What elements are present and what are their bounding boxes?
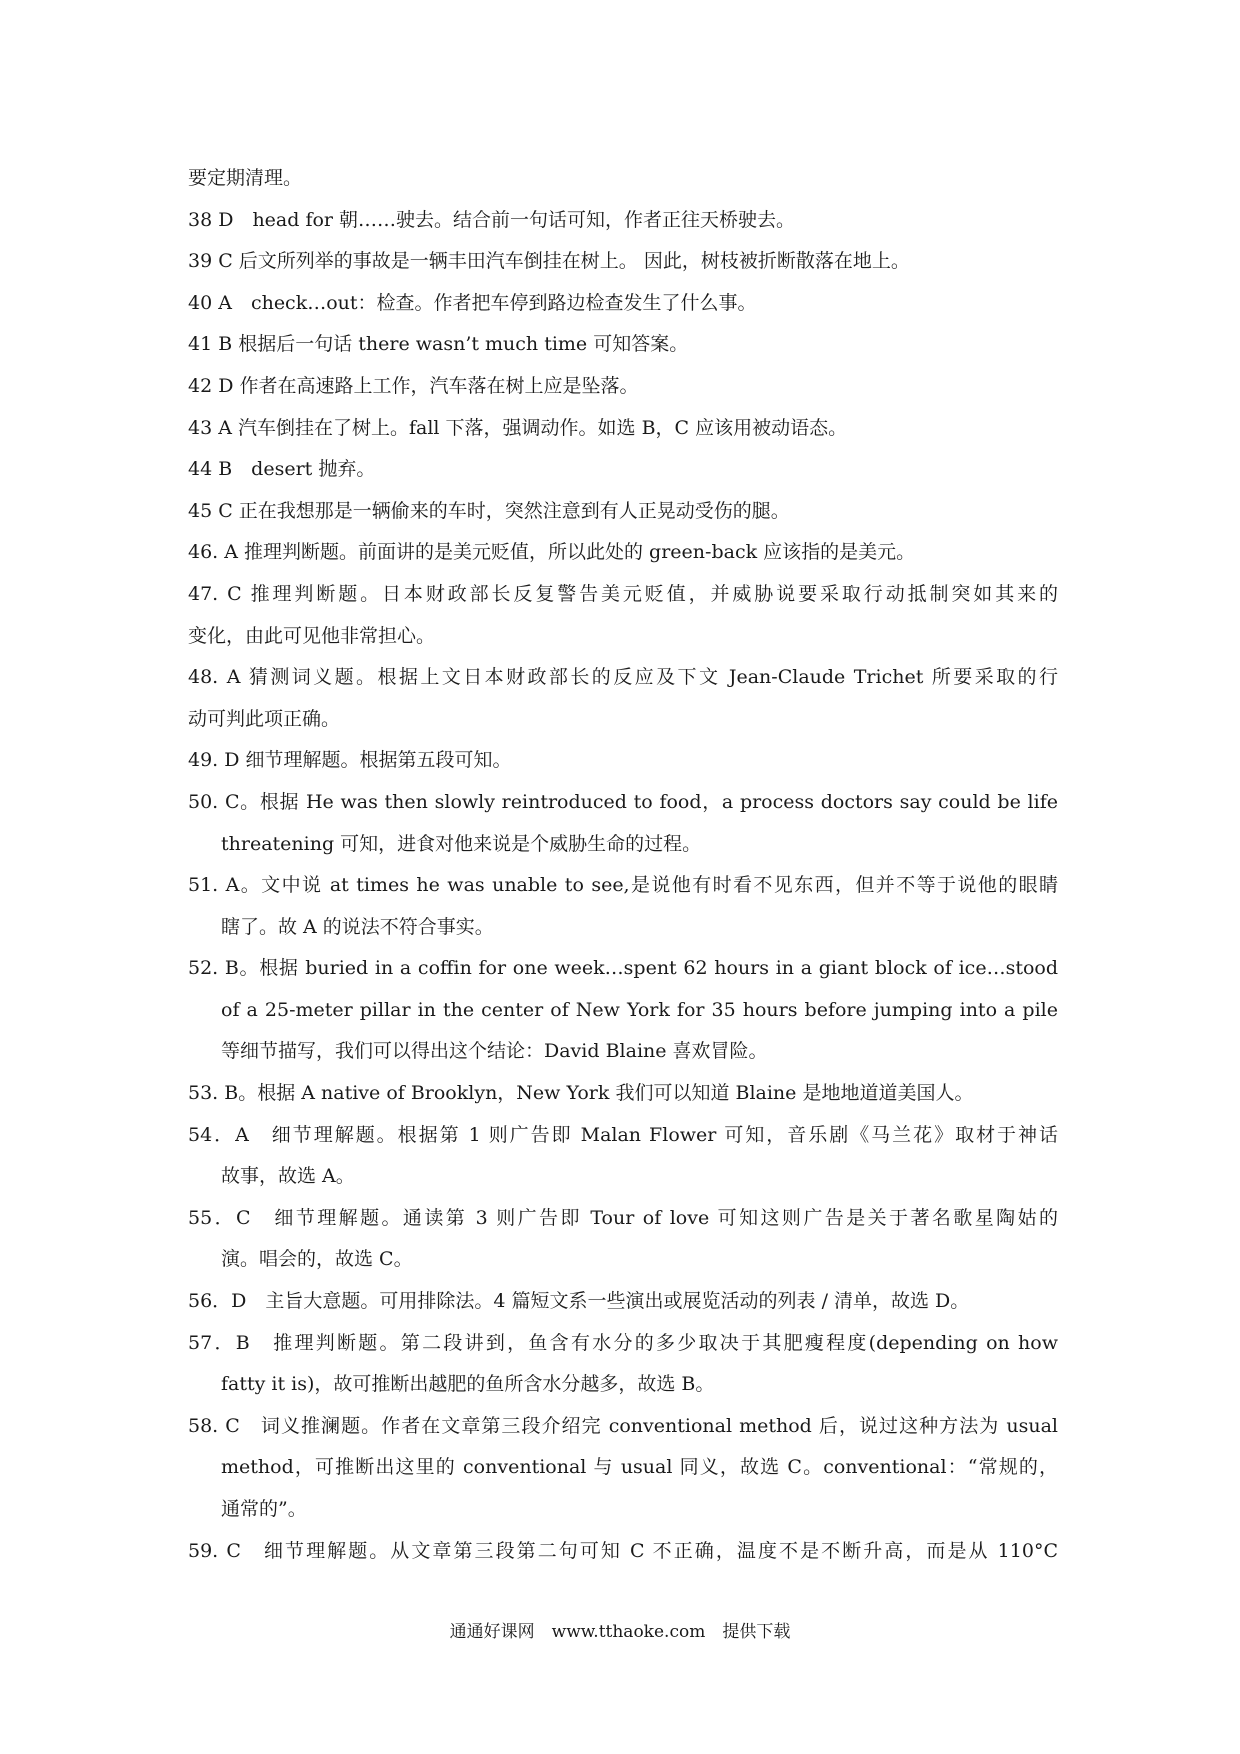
page-footer: 通通好课网 www.tthaoke.com 提供下载 — [449, 1622, 791, 1642]
answer-51-continued: 瞎了。故 A 的说法不符合事实。 — [221, 915, 494, 938]
answer-50: 50. C。根据 He was then slowly reintroduced to food，a process doctors say could be life — [188, 790, 1058, 813]
answer-52-continued: of a 25-meter pillar in the center of New York for 35 hours before jumping into a pile — [221, 998, 1058, 1021]
answer-53: 53. B。根据 A native of Brooklyn，New York 我们可以知道 Blaine 是地地道道美国人。 — [188, 1082, 974, 1105]
answer-41: 41 B 根据后一句话 there wasn’t much time 可知答案。 — [188, 333, 689, 356]
answer-50-continued: threatening 可知，进食对他来说是个威胁生命的过程。 — [221, 832, 702, 855]
answer-58-continued: method，可推断出这里的 conventional 与 usual 同义，故选 C。conventional：“常规的， — [221, 1456, 1058, 1479]
answer-explanations — [188, 158, 1058, 1572]
answer-58: 58. C 词义推澜题。作者在文章第三段介绍完 conventional method 后，说过这种方法为 usual — [188, 1414, 1058, 1437]
answer-57-continued: fatty it is)，故可推断出越肥的鱼所含水分越多，故选 B。 — [221, 1373, 715, 1396]
answer-54-continued: 故事，故选 A。 — [221, 1165, 355, 1188]
answer-52-conclusion: 等细节描写，我们可以得出这个结论：David Blaine 喜欢冒险。 — [221, 1040, 768, 1063]
answer-59: 59. C 细节理解题。从文章第三段第二句可知 C 不正确，温度不是不断升高，而是从 110°C — [188, 1539, 1058, 1562]
answer-42: 42 D 作者在高速路上工作，汽车落在树上应是坠落。 — [188, 374, 639, 397]
answer-46: 46. A 推理判断题。前面讲的是美元贬值，所以此处的 green-back 应该指的是美元。 — [188, 541, 916, 564]
answer-54: 54．A 细节理解题。根据第 1 则广告即 Malan Flower 可知，音乐剧《马兰花》取材于神话 — [188, 1123, 1058, 1146]
answer-47: 47. C 推理判断题。日本财政部长反复警告美元贬值，并威胁说要采取行动抵制突如其来的 — [188, 582, 1058, 605]
answer-58-conclusion: 通常的”。 — [221, 1498, 307, 1520]
answer-48: 48. A 猜测词义题。根据上文日本财政部长的反应及下文 Jean-Claude Trichet 所要采取的行 — [188, 666, 1058, 689]
answer-52: 52. B。根据 buried in a coffin for one week…spent 62 hours in a giant block of ice…stood — [188, 957, 1058, 980]
answer-43: 43 A 汽车倒挂在了树上。fall 下落，强调动作。如选 B，C 应该用被动语态。 — [188, 416, 848, 439]
answer-38: 38 D head for 朝……驶去。结合前一句话可知，作者正往天桥驶去。 — [188, 208, 796, 231]
answer-45: 45 C 正在我想那是一辆偷来的车时，突然注意到有人正晃动受伤的腿。 — [188, 499, 790, 522]
answer-51: 51. A。文中说 at times he was unable to see,是说他有时看不见东西，但并不等于说他的眼睛 — [188, 874, 1058, 897]
text-line: 要定期清理。 — [188, 167, 303, 189]
answer-39: 39 C 后文所列举的事故是一辆丰田汽车倒挂在树上。 因此，树枝被折断散落在地上。 — [188, 250, 910, 273]
answer-40: 40 A check…out：检查。作者把车停到路边检查发生了什么事。 — [188, 291, 757, 314]
answer-49: 49. D 细节理解题。根据第五段可知。 — [188, 749, 512, 772]
answer-47-continued: 变化，由此可见他非常担心。 — [188, 624, 436, 647]
answer-55: 55．C 细节理解题。通读第 3 则广告即 Tour of love 可知这则广告是关于著名歌星陶姑的 — [188, 1206, 1058, 1229]
answer-48-continued: 动可判此项正确。 — [188, 707, 341, 730]
answer-55-continued: 演。唱会的，故选 C。 — [221, 1248, 413, 1271]
answer-57: 57．B 推理判断题。第二段讲到，鱼含有水分的多少取决于其肥瘦程度(depending on how — [188, 1331, 1058, 1354]
answer-44: 44 B desert 抛弃。 — [188, 458, 376, 481]
answer-56: 56．D 主旨大意题。可用排除法。4 篇短文系一些演出或展览活动的列表 / 清单，故选 D。 — [188, 1290, 970, 1313]
